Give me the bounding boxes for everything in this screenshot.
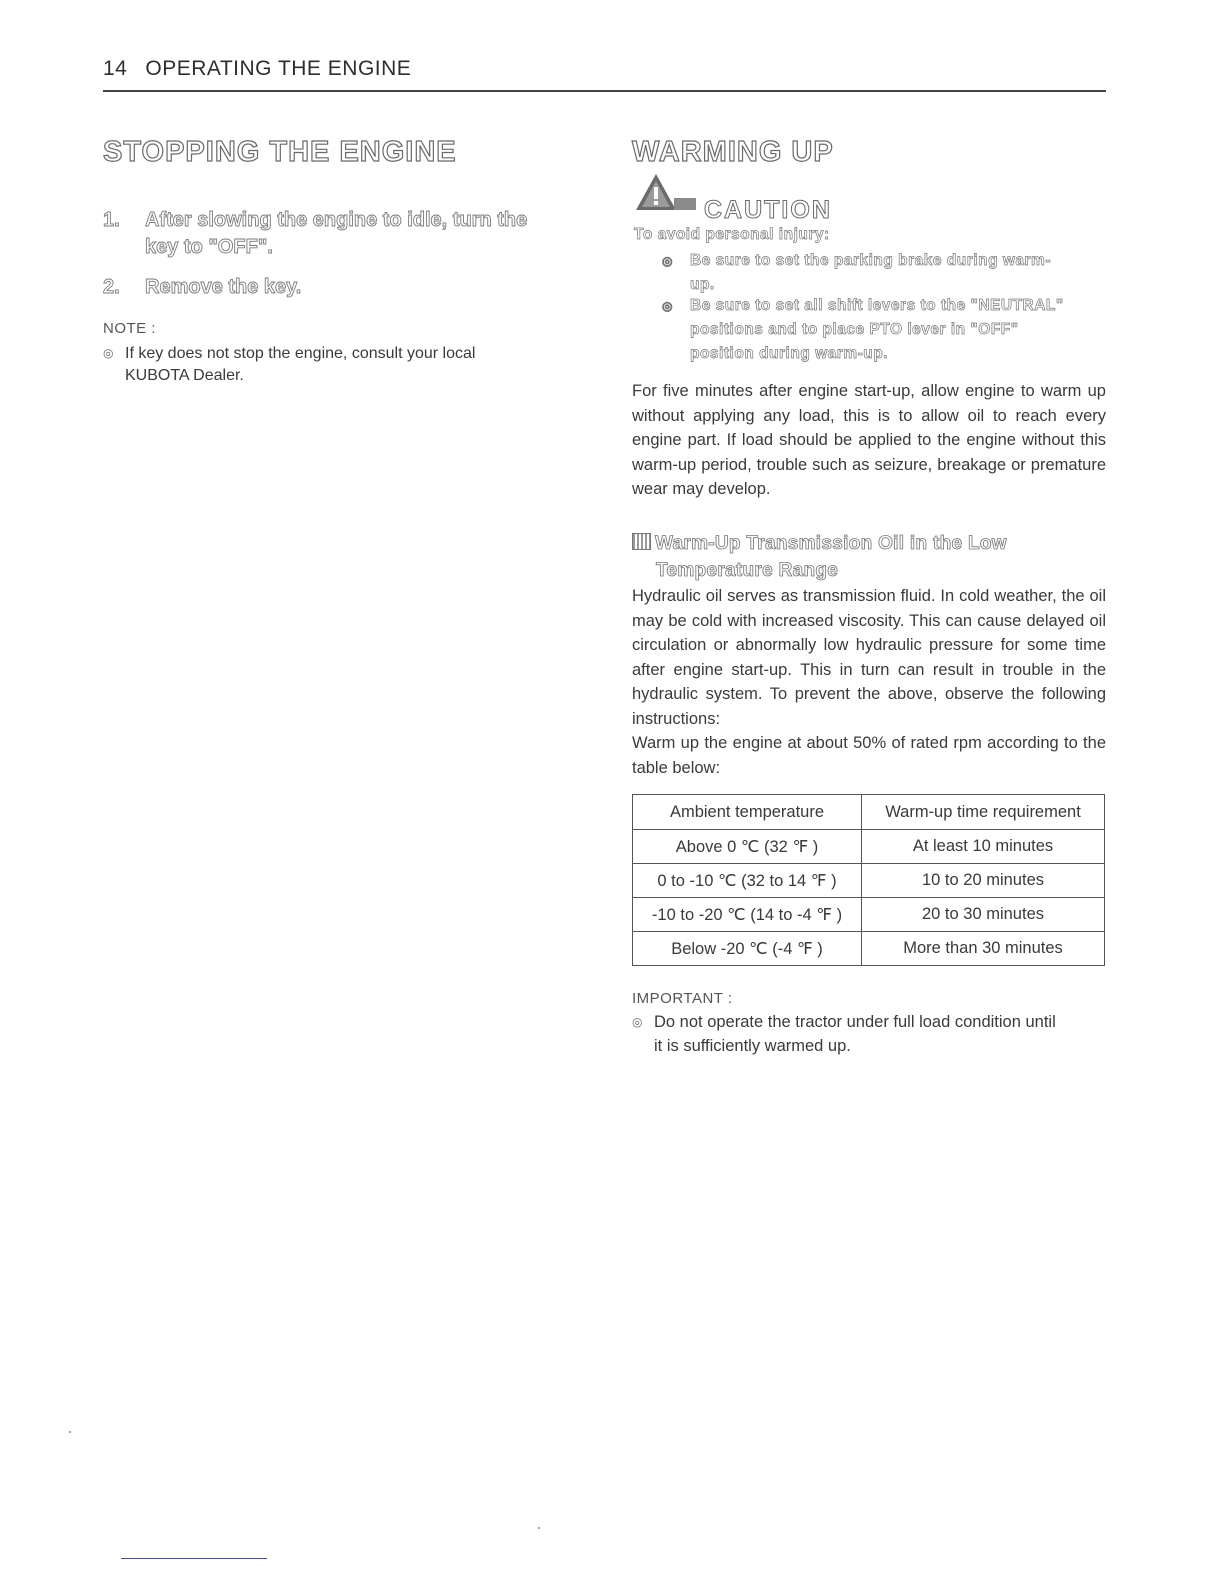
table-cell: 20 to 30 minutes bbox=[862, 898, 1105, 932]
table-row bbox=[633, 898, 1105, 932]
table-cell: At least 10 minutes bbox=[862, 830, 1105, 864]
bullet-icon: ◎ bbox=[662, 254, 673, 268]
step-1-number: 1. bbox=[103, 209, 120, 231]
note-text bbox=[103, 342, 581, 387]
note-line-2: KUBOTA Dealer. bbox=[125, 367, 244, 384]
note-line-1: ◎ If key does not stop the engine, consult your local bbox=[103, 342, 581, 365]
page-number: 14 bbox=[103, 57, 128, 80]
hydraulic-paragraph: Hydraulic oil serves as transmission fluid. In cold weather, the oil may be cold with increased viscosity. This can cause delayed oil circulation or abnormally low hydraulic pressure for some time after engine start-up. This in turn can result in trouble in the hydraulic system. To prevent the above, observe the following instructions: bbox=[632, 587, 1106, 728]
warmup-paragraph: For five minutes after engine start-up, allow engine to warm up without applying any load, this is to allow oil to reach every engine part. If load should be applied to the engine without this warm-up period, trouble such as seizure, breakage or premature wear may develop. bbox=[632, 382, 1106, 499]
caution-item-2: ◎ Be sure to set all shift levers to the "NEUTRAL" positions and to place PTO lever in "OFF" position during warm-up. bbox=[662, 294, 1106, 366]
table-cell: Below -20 ℃ (-4 ℉ ) bbox=[633, 932, 862, 966]
step-1-line-1: After slowing the engine to idle, turn the bbox=[145, 209, 528, 231]
table-header-cell: Warm-up time requirement bbox=[862, 795, 1105, 830]
step-1 bbox=[103, 207, 527, 234]
important-label: IMPORTANT : bbox=[632, 990, 733, 1007]
scan-speck bbox=[69, 1431, 71, 1433]
scan-underline-mark bbox=[121, 1558, 267, 1559]
stopping-section-title: STOPPING THE ENGINE bbox=[103, 136, 457, 168]
bullet-icon: ◎ bbox=[103, 346, 114, 360]
table-cell: -10 to -20 ℃ (14 to -4 ℉ ) bbox=[633, 898, 862, 932]
warmup-table bbox=[632, 794, 1105, 966]
step-2-line-1: Remove the key. bbox=[145, 276, 302, 298]
step-1-continuation bbox=[145, 234, 273, 261]
square-bullet-icon bbox=[632, 533, 651, 550]
table-cell: 0 to -10 ℃ (32 to 14 ℉ ) bbox=[633, 864, 862, 898]
page-header bbox=[103, 56, 1106, 92]
table-header-row bbox=[633, 795, 1105, 830]
rpm-paragraph: Warm up the engine at about 50% of rated rpm according to the table below: bbox=[632, 734, 1106, 777]
scan-speck bbox=[538, 1527, 540, 1529]
important-line-2: it is sufficiently warmed up. bbox=[654, 1037, 851, 1055]
important-text bbox=[632, 1010, 1106, 1058]
chapter-title: OPERATING THE ENGINE bbox=[145, 57, 412, 80]
table-cell: Above 0 ℃ (32 ℉ ) bbox=[633, 830, 862, 864]
warming-section-title: WARMING UP bbox=[632, 136, 834, 168]
bullet-icon: ◎ bbox=[632, 1015, 643, 1029]
table-row bbox=[633, 864, 1105, 898]
table-row bbox=[633, 932, 1105, 966]
warning-triangle-icon bbox=[634, 172, 698, 212]
caution-lead: To avoid personal injury: bbox=[634, 226, 830, 243]
step-2-number: 2. bbox=[103, 276, 120, 298]
table-row bbox=[633, 830, 1105, 864]
important-line-1: ◎ Do not operate the tractor under full load condition until bbox=[632, 1010, 1106, 1034]
caution-title: CAUTION bbox=[704, 196, 832, 224]
step-2 bbox=[103, 274, 301, 301]
table-cell: 10 to 20 minutes bbox=[862, 864, 1105, 898]
caution-item-1: ◎ Be sure to set the parking brake during warm- up. bbox=[662, 249, 1106, 297]
table-header-cell: Ambient temperature bbox=[633, 795, 862, 830]
step-1-line-2: key to "OFF". bbox=[145, 236, 273, 258]
bullet-icon: ◎ bbox=[662, 299, 673, 313]
note-label: NOTE : bbox=[103, 320, 157, 337]
subsection-title: Warm-Up Transmission Oil in the Low Temperature Range bbox=[632, 530, 1107, 584]
table-cell: More than 30 minutes bbox=[862, 932, 1105, 966]
header-text bbox=[103, 56, 1106, 82]
